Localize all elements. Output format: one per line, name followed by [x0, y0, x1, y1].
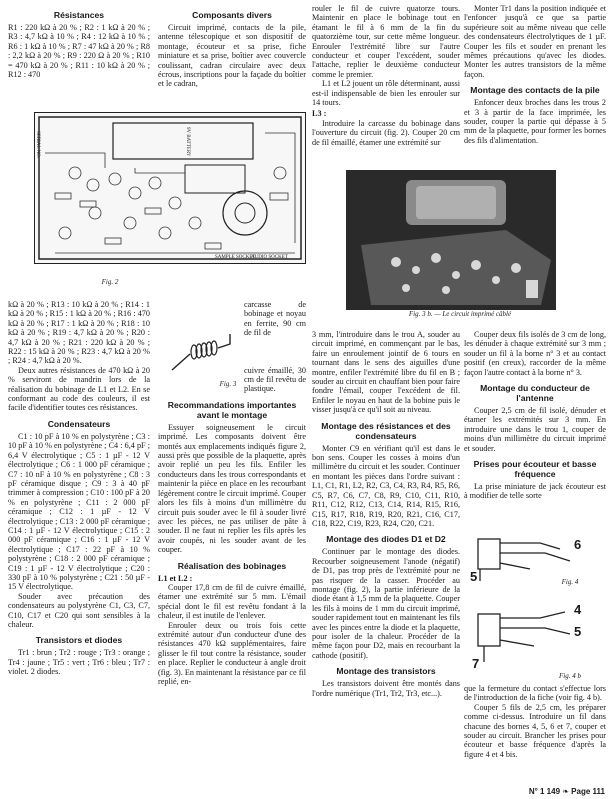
circuit-board-drawing [35, 113, 305, 263]
transistors-list: Tr1 : brun ; Tr2 : rouge ; Tr3 : orange ; Tr4 : jaune ; Tr5 : vert ; Tr6 : bleu ; Tr7 : violet. 2 diodes. [8, 648, 150, 677]
figure-3b-caption: Fig. 3 b. — Le circuit imprimé câblé [408, 310, 512, 318]
l1-text: rouler le fil de cuivre quatorze tours. Maintenir en place le bobinage tout en étamant le fil à 6 mm de la fin du quatorzième tour, sur cette même longueur. Enrouler l'extrémité libre sur l'autre conducteur et couper l'excédent, souder l'attache, replier le deuxième conducteur comme le premier. [312, 4, 460, 79]
recommandations-text: Essuyer soigneusement le circuit imprimé. Les composants doivent être montés aux emplacements indiqués figure 2, aussi près que possible de la plaquette, après avoir replié un peu les fils. Enfiler les conducteurs dans les trous correspondants et maintenir la pièce en place en les recourbant légèrement contre le circuit imprimé. Couper alors les fils à moins d'un millimètre du circuit puis souder avec le fil à souder livré avec les pièces, ne pas utiliser de pâte à souder. Il ne faut ni replier les fils après les avoir coupés, ni les souder avant de les couper. [158, 422, 306, 555]
heading-prises: Prises pour écouteur et basse fréquence [473, 459, 597, 480]
figure-3-coil [168, 330, 248, 378]
tr1-text: Monter Tr1 dans la position indiquée et l'enfoncer jusqu'à ce que sa partie supérieure soit au même niveau que celle des condensateurs électrolytiques de 1 µF. Couper les fils et souder en prenant les mêmes précautions qu'avec les diodes. Monter les autres transistors de la même façon. [464, 4, 606, 79]
montage-diodes-text: Continuer par le montage des diodes. Recourber soigneusement l'anode (négatif) de D1, pas trop près de l'extrémité pour ne pas risquer de la casser. Procéder au montage (fig. 2), la partie inférieure de la diode étant à 1,5 mm de la plaquette. Couper les fils à moins de 1 mm du circuit imprimé, souder rapidement tout en maintenant les fils avec les pinces entre la diode et la plaquette, pour isoler de la chaleur. Procéder de la même façon pour D2, mais en recourbant la cathode (positif). [312, 547, 460, 660]
bobinages-text-2: Enrouler deux ou trois fois cette extrémité autour d'un conducteur d'une des résistances 470 kΩ supplémentaires, faire glisser le fil tout contre la résistance, souder en place. Replier le conducteur à angle droit (fig. 3). En maintenant la résistance par ce fil replié, en- [158, 620, 306, 686]
heading-resistances: Résistances [53, 10, 105, 20]
coil-drawing [168, 330, 248, 378]
l3-text: Introduire la carcasse du bobinage dans l'ouverture du circuit (fig. 2). Couper 20 cm de fil émaillé, étamer une extrémité sur [312, 118, 460, 147]
condensateurs-note: Souder avec précaution des condensateurs au polystyrène C1, C3, C7, C10, C17 et C20 qui sont sensibles à la chaleur. [8, 591, 150, 629]
figure-2-caption: Fig. 2 [101, 278, 119, 286]
antenne-text: Couper 2,5 cm de fil isolé, dénuder et étamer les extrémités sur 3 mm. En introduire une dans le trou 1, couper de moins d'un millimètre du circuit imprimé et souder. [464, 406, 606, 453]
l3-text-cont: 3 mm, l'introduire dans le trou A, souder au circuit imprimé, en commençant par le bas, faire un enroulement jointif de 6 tours en tournant dans le sens des aiguilles d'une montre, enfiler l'extrémité libre du fil en B ; souder au circuit en chauffant bien pour faire fondre l'émail, couper l'excédent de fil. Enfiler le noyau en haut de la bobine puis le visser jusqu'à ce qu'il soit au niveau. [312, 330, 460, 415]
heading-montage-diodes: Montage des diodes D1 et D2 [326, 534, 446, 545]
fig4-label-5: 5 [470, 569, 478, 584]
composants-text: Circuit imprimé, contacts de la pile, antenne télescopique et son dispositif de montage, écouteur et sa prise, fiche miniature et sa prise, boîtier avec couvercle coulissant, cadran circulaire avec deux écrous, inscriptions pour la façade du boîtier et le cadran, [158, 23, 306, 89]
label-serial-no: SERIAL NO. [35, 131, 40, 159]
resistances-list-cont: kΩ à 20 % ; R13 : 10 kΩ à 20 % ; R14 : 1 kΩ à 20 % ; R15 : 1 kΩ à 20 % ; R16 : 470 kΩ à 20 % ; R17 : 1 kΩ à 20 % ; R18 : 10 kΩ à 20 % ; R19 : 4,7 kΩ à 20 % ; R20 : 4,7 kΩ à 20 % ; R21 : 220 kΩ à 20 % ; R22 : 15 kΩ à 20 % ; R23 : 4,7 kΩ à 20 % ; R24 : 4,7 kΩ à 20 %. [8, 300, 150, 366]
heading-bobinages: Réalisation des bobinages [177, 560, 287, 571]
wired-circuit-photo [346, 170, 556, 310]
heading-condensateurs: Condensateurs [47, 418, 111, 429]
fig4b-label-5: 5 [574, 624, 582, 639]
column-3-top [312, 4, 460, 147]
column-4-end [464, 684, 606, 759]
heading-composants: Composants divers [192, 10, 272, 20]
page-footer: N° 1 149 ❧ Page 111 [528, 787, 605, 796]
fig4b-label-4: 4 [574, 602, 582, 617]
figure-3b-photo [346, 170, 556, 310]
heading-pile: Montage des contacts de la pile [470, 85, 600, 96]
pile-text: Enfoncer deux broches dans les trous 2 et 3 à partir de la face imprimée, les souder, couper la partie qui dépasse à 5 mm de la plaquette, pour former les bornes des fils d'alimentation. [464, 98, 606, 145]
column-4-top [464, 4, 606, 145]
column-1-top [8, 4, 153, 80]
figure-4-caption: Fig. 4 [561, 578, 579, 586]
heading-l1-l2: L1 et L2 : [158, 573, 193, 583]
label-battery: 9V BATTERY [185, 127, 190, 157]
montage-transistors-text: Les transistors doivent être montés dans l'ordre numérique (Tr1, Tr2, Tr3, etc...). [312, 679, 460, 698]
fig4-label-6: 6 [574, 537, 582, 552]
fils-text: Couper deux fils isolés de 3 cm de long, les dénuder à chaque extrémité sur 3 mm ; souder un fil à la borne n° 3 et au contact positif (en creux), raccorder de la même façon l'autre contact à la borne n° 3. [464, 330, 606, 377]
label-sample-socket: SAMPLE SOCKET [215, 255, 256, 260]
column-4-bottom [464, 330, 606, 501]
bobinage-materials-2: cuivre émaillé, 30 cm de fil revêtu de plastique. [244, 365, 306, 394]
bobinage-materials: carcasse de bobinage et noyau en ferrite, 90 cm de fil de [244, 300, 306, 338]
prises-text-cont: que la fermeture du contact s'effectue lors de l'introduction de la fiche (voir fig. 4 b). [464, 684, 606, 703]
heading-antenne: Montage du conducteur de l'antenne [480, 383, 590, 404]
resistances-list: R1 : 220 kΩ à 20 % ; R2 : 1 kΩ à 20 % ; R3 : 4,7 kΩ à 10 % ; R4 : 12 kΩ à 10 % ; R6 : 1 kΩ à 10 % ; R7 : 47 kΩ à 20 % ; R8 : 2,2 kΩ à 20 % ; R9 : 220 Ω à 20 % ; R10 = 470 kΩ à 20 % ; R11 : 10 kΩ à 20 % ; R12 : 470 [8, 23, 153, 80]
figure-2-circuit-board [34, 112, 306, 264]
montage-resistances-text: Monter C9 en vérifiant qu'il est dans le bon sens. Couper les cosses à moins d'un millimètre du circuit et les souder. Continuer en montant les pièces dans l'ordre suivant : L1, C1, R1, L2, R2, C3, C4, R3, R4, R5, R6, C5, R7, C6, C7, C8, R9, C10, C11, R10, R11, C12, R12, C13, C14, R14, R15, R16, C15, R17, R18, R19, R20, R21, C16, C17, C18, R22, C19, R23, R24, C20, C21. [312, 443, 460, 528]
jack-drawing [470, 525, 600, 585]
figure-4b-jack [470, 598, 600, 670]
heading-transistors-diodes: Transistors et diodes [35, 635, 123, 646]
heading-montage-transistors: Montage des transistors [336, 666, 436, 677]
figure-4b-caption: Fig. 4 b [559, 672, 581, 680]
heading-recommandations: Recommandations importantes avant le montage [167, 399, 297, 420]
label-audio-socket: AUDIO SOCKET [251, 255, 288, 260]
heading-l3: L3 : [312, 109, 327, 119]
heading-montage-resistances: Montage des résistances et des condensateurs [321, 420, 451, 441]
fig4b-label-7: 7 [472, 656, 480, 671]
prises-text: La prise miniature de jack écouteur est à modifier de telle sorte [464, 482, 606, 501]
column-3-bottom [312, 330, 460, 698]
column-2-top [158, 4, 306, 89]
bobinages-text: Couper 17,8 cm de fil de cuivre émaillé, étamer une extrémité sur 5 mm. L'émail spécial dont le fil est revêtu fondant à la chaleur, il est inutile de l'enlever. [158, 582, 306, 621]
resistances-note: Deux autres résistances de 470 kΩ à 20 % serviront de mandrin lors de la réalisation du bobinage de L1 et L2. En se conformant au code des couleurs, il est facile d'identifier toutes ces résistances. [8, 365, 150, 413]
figure-4-jack [470, 525, 600, 585]
column-1-bottom [8, 300, 150, 677]
prises-text-2: Couper 5 fils de 2,5 cm, les préparer comme ci-dessus. Introduire un fil dans chacune des bornes 4, 5, 6 et 7, couper et souder au circuit. Brancher les prises pour écouteur et basse fréquence d'après la figure 4 et 4 bis. [464, 702, 606, 759]
l1-note: L1 et L2 jouent un rôle déterminant, aussi est-il indispensable de bien les enrouler sur 14 tours. [312, 79, 460, 108]
figure-3-caption: Fig. 3 [219, 380, 237, 388]
condensateurs-list: C1 : 10 pF à 10 % en polystyrène ; C3 : 10 pF à 10 % en polystyrène ; C4 : 6,4 pF ; 6,4 V électrolytique ; C5 : 1 µF - 12 V électrolytique ; C6 : 1 000 pF céramique ; C7 : 10 nF à 10 % en polystyrène ; C8 : 3 pF céramique disque ; C9 : 3 à 40 pF trimmer à compression ; C10 : 100 pF à 20 % en polystyrène ; C11 : 2 000 pF céramique ; C12 : 1 µF - 12 V électrolytique ; C13 : 2 000 pF céramique ; C14 : 1 µF - 12 V électrolytique ; C15 : 2 000 pF céramique ; C16 : 1 µF - 12 V électrolytique ; C17 : 22 pF à 10 % polystyrène ; C18 : 2 000 pF céramique ; C19 : 1 µF - 12 V électrolytique ; C20 : 330 pF à 10 % polystyrène ; C21 : 50 µF - 15 V électrolytique. [8, 431, 150, 592]
